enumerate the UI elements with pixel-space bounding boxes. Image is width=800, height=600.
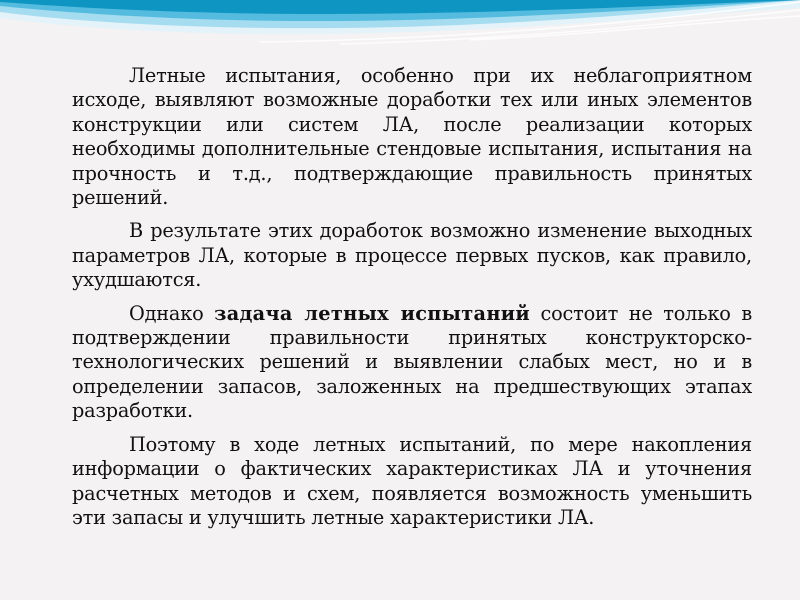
paragraph-3-rest: состоит не только в подтверждении правильности принятых конструкторско-технологических решений и выявлении слабых мест, но и в определении запасов, заложенных на предшествующих этапах разработки. [72,301,752,423]
paragraph-1: Летные испытания, особенно при их неблагоприятном исходе, выявляют возможные доработки тех или иных элементов конструкции или систем ЛА, после реализации которых необходимы дополнительные стендовые испытания, испытания на прочность и т.д., подтверждающие правильность принятых решений. [72,64,752,210]
paragraph-2: В результате этих доработок возможно изменение выходных параметров ЛА, которые в процессе первых пусков, как правило, ухудшаются. [72,219,752,292]
paragraph-3 [72,302,752,424]
emphasis-flight-test-task: задача летных испытаний [214,301,530,325]
paragraph-3-lead: Однако [129,301,215,325]
slide-body-text [72,64,752,530]
paragraph-4: Поэтому в ходе летных испытаний, по мере накопления информации о фактических характеристиках ЛА и уточнения расчетных методов и схем, появляется возможность уменьшить эти запасы и улучшить летные характеристики ЛА. [72,432,752,529]
header-wave-decoration [0,0,800,60]
